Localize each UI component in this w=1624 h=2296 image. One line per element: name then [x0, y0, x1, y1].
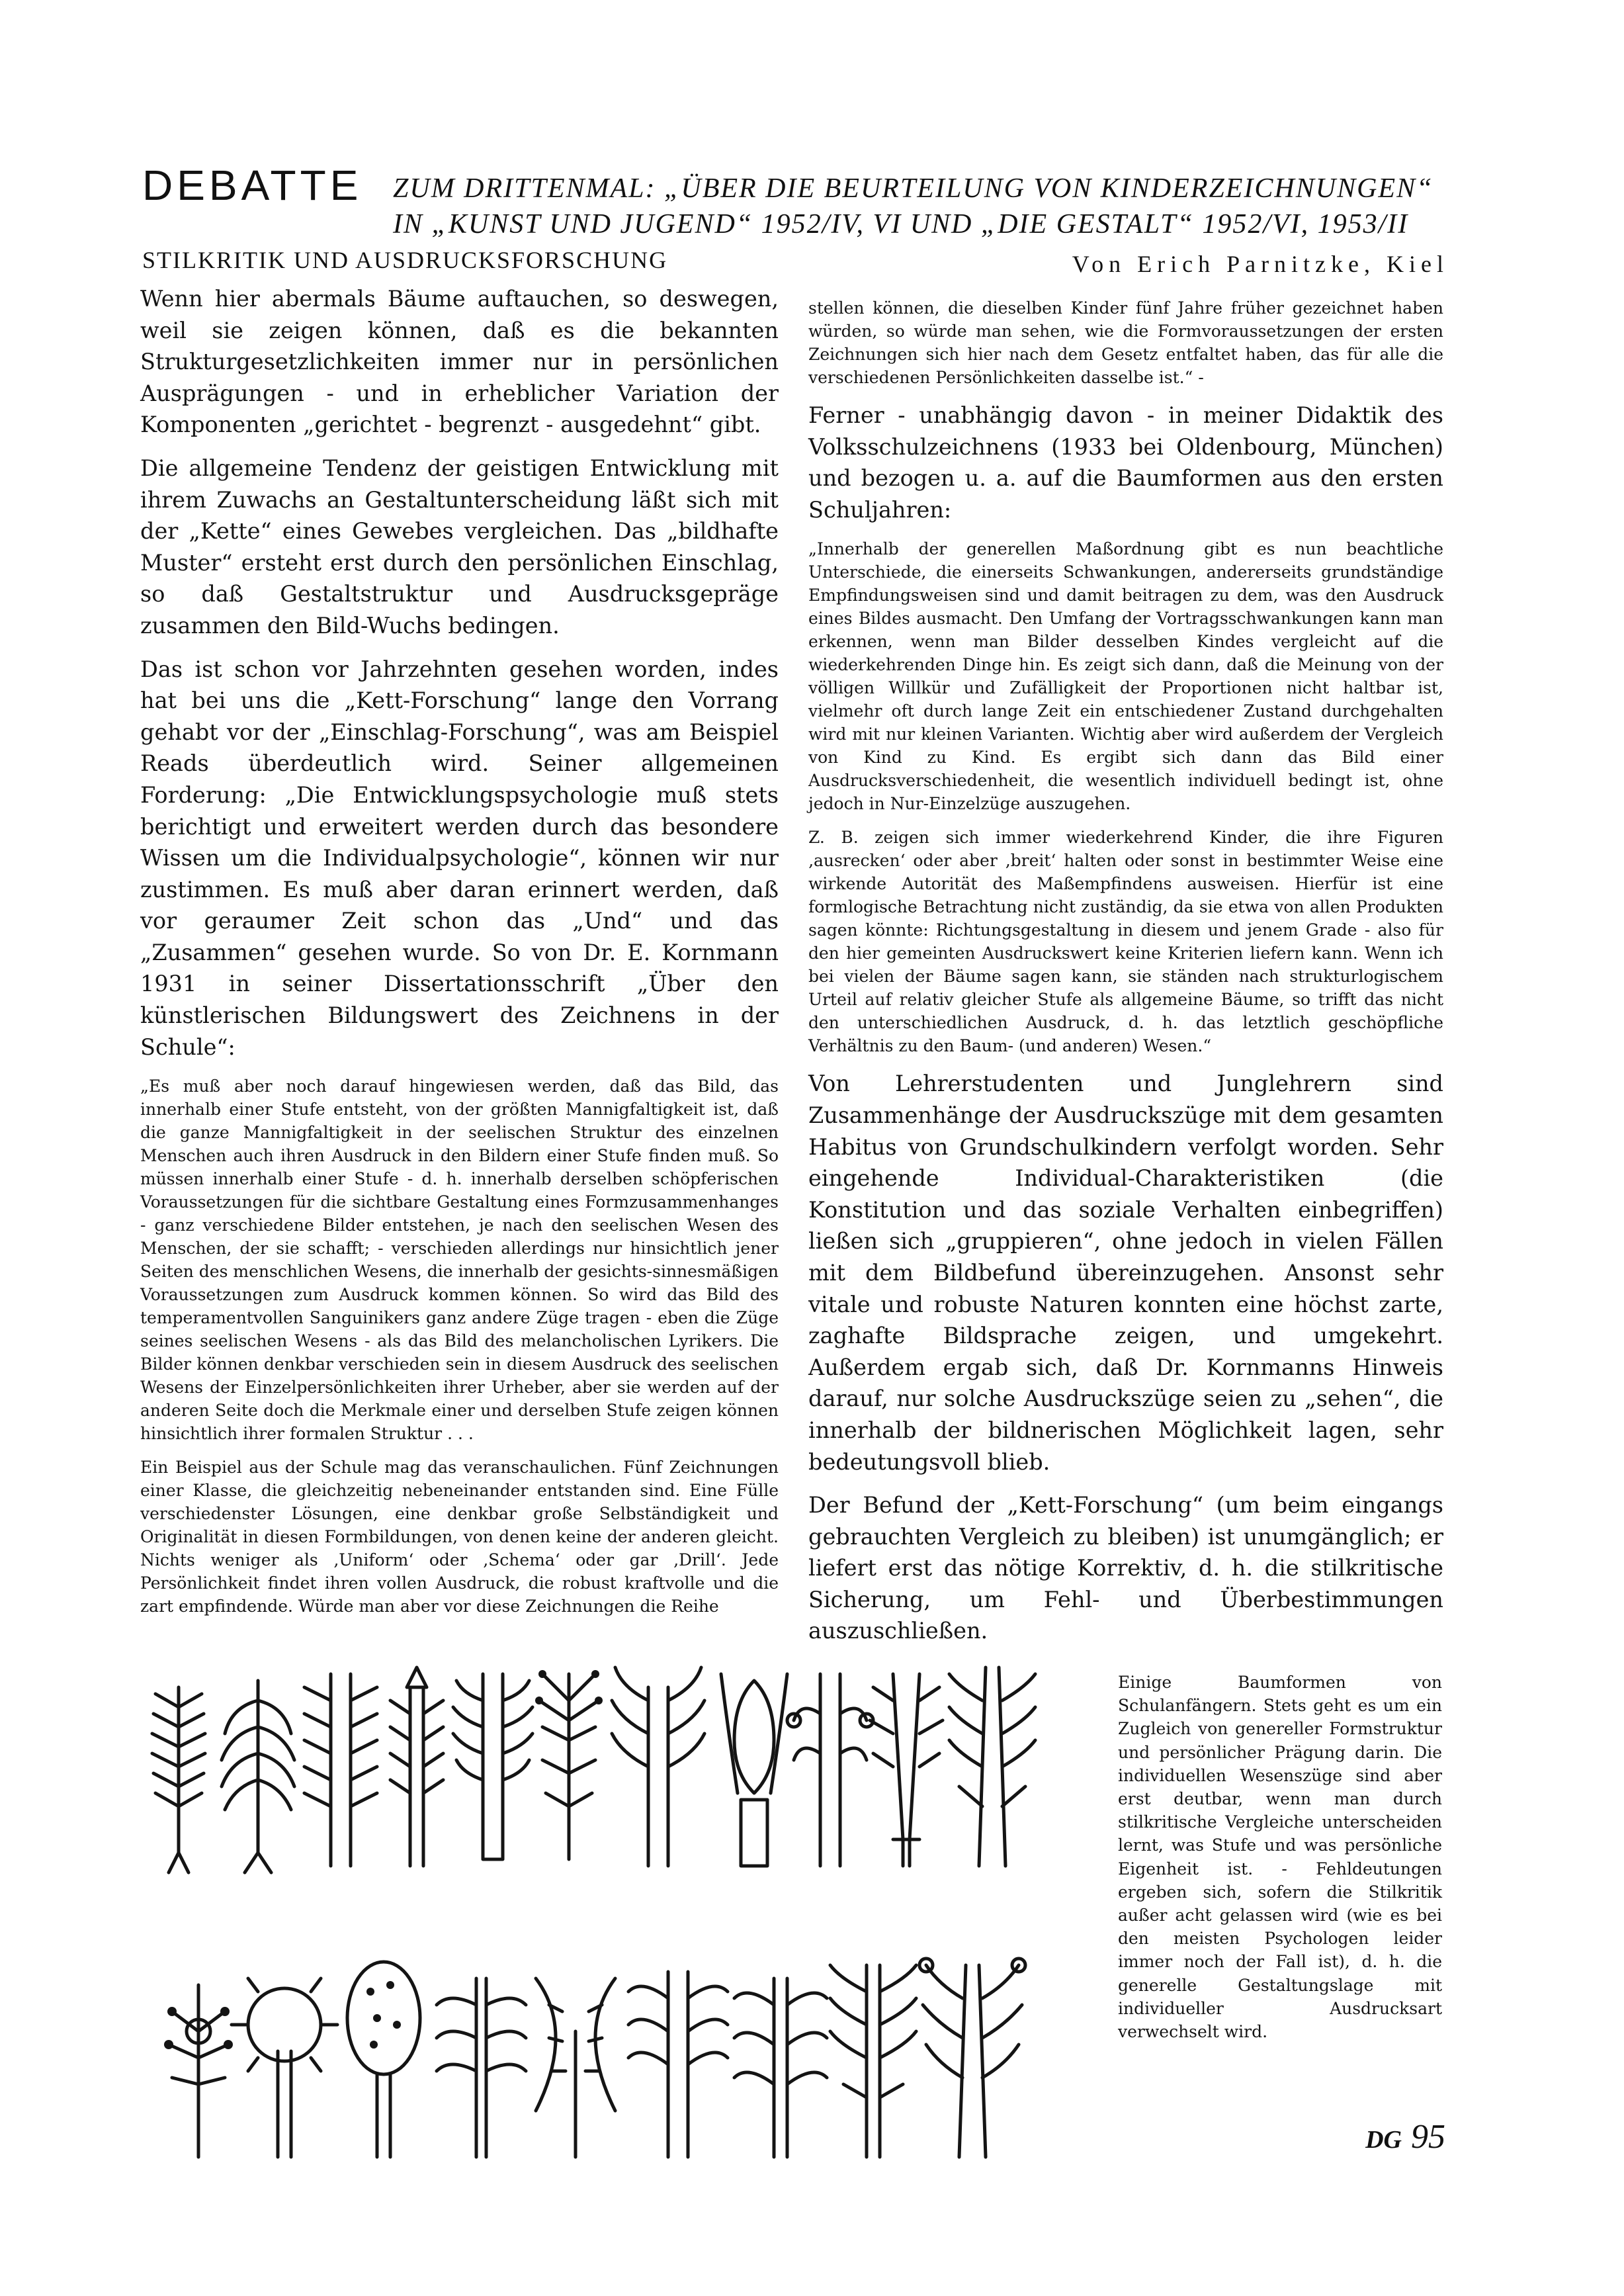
tree-drawing — [535, 1670, 603, 1859]
figure-caption: Einige Baumformen von Schulanfängern. Stets geht es um ein Zugleich von genereller Formstruktur und persönlicher Prägung darin. Die individuellen Wesenszüge sind aber erst deutbar, wenn man durch stilkritische Vergleiche unterscheiden lernt, was Stufe und was persönliche Eigenheit ist. - Fehldeutungen ergeben sich, sofern die Stilkritik außer acht gelassen wird (wie es bei den meisten Psychologen leider immer noch der Fall ist), d. h. die generelle Gestaltungslage mit individueller Ausdrucksart verwechselt wird. — [1118, 1673, 1442, 2042]
paragraph: Wenn hier abermals Bäume auftauchen, so deswegen, weil sie zeigen können, daß es die bekannten Strukturgesetzlichkeiten immer nur in persönlichen Ausprägungen - und in erheblicher Variation der Komponenten „gerichtet - begrenzt - ausgedehnt“ gibt. — [140, 286, 779, 438]
paragraph: Von Lehrerstudenten und Junglehrern sind Zusammenhänge der Ausdruckszüge mit dem gesamten Habitus von Grundschulkindern verfolgt worden. Sehr eingehende Individual-Charakteristiken (die Konstitution und das soziale Verhalten einbegriffen) ließen sich „gruppieren“, ohne jedoch in vielen Fällen mit dem Bildbefund übereinzugehen. Ansonst sehr vitale und robuste Naturen konnten eine höchst zarte, zaghafte Bildsprache zeigen, und umgekehrt. Außerdem ergab sich, daß Dr. Kornmanns Hinweis darauf, nur solche Ausdruckszüge seien zu „sehen“, die innerhalb der bildnerischen Möglichkeit lagen, sehr bedeutungsvoll blieb. — [808, 1071, 1443, 1475]
tree-drawing — [222, 1681, 294, 1873]
paragraph: Die allgemeine Tendenz der geistigen Entwicklung mit ihrem Zuwachs an Gestaltunterscheidung läßt sich mit der „Kette“ eines Gewebes vergleichen. Das „bildhafte Muster“ ersteht erst durch den persönlichen Einschlag, so daß Gestaltstruktur und Ausdrucksgepräge zusammen den Bild-Wuchs bedingen. — [140, 455, 779, 639]
tree-drawing — [734, 1978, 827, 2157]
journal-abbreviation: DG — [1365, 2126, 1402, 2154]
page-number: 95 — [1411, 2118, 1445, 2156]
headline-line-2: IN „KUNST UND JUGEND“ 1952/IV, VI UND „DIE GESTALT“ 1952/VI, 1953/II — [393, 209, 1409, 240]
paragraph: Ferner - unabhängig davon - in meiner Didaktik des Volksschulzeichnens (1933 bei Oldenbourg, München) und bezogen u. a. auf die Baumformen aus den ersten Schuljahren: — [808, 402, 1443, 523]
quotation: „Innerhalb der generellen Maßordnung gibt es nun beachtliche Unterschiede, die einerseits Schwankungen, andererseits grundständige Empfindungsweisen sind und damit beitragen zu dem, was den Ausdruck eines Bildes ausmacht. Den Umfang der Vortragsschwankungen kann man erkennen, wenn man Bilder desselben Kindes vergleicht auf die wiederkehrenden Dinge hin. Es zeigt sich dann, daß die Meinung von der völligen Willkür und Zufälligkeit der Proportionen nicht haltbar ist, vielmehr oft durch lange Zeit ein entschiedener Zustand durchgehalten wird mit nur kleinen Varianten. Wichtig aber wird außerdem der Vergleich von Kind zu Kind. Es ergibt sich dann das Bild einer Ausdrucksverschiedenheit, die wesentlich individuell bedingt ist, ohne jedoch in Nur-Einzelzüge auszugehen. — [808, 539, 1443, 814]
tree-drawing — [453, 1674, 533, 1859]
tree-drawing — [870, 1674, 943, 1866]
tree-drawing — [347, 1962, 420, 2157]
section-label: DEBATTE — [142, 161, 363, 209]
article-headline — [393, 171, 1451, 242]
right-column — [808, 296, 1443, 1659]
tree-drawing — [152, 1687, 205, 1873]
tree-drawing — [612, 1667, 705, 1866]
quotation: stellen können, die dieselben Kinder fünf Jahre früher gezeichnet haben würden, so würde man sehen, wie die Formvoraussetzungen der ersten Zeichnungen sich hier nach dem Gesetz entfaltet haben, das für alle die verschiedenen Persönlichkeiten dasselbe ist.“ - — [808, 298, 1443, 387]
tree-drawing — [830, 1965, 916, 2157]
tree-drawing — [536, 1978, 615, 2157]
tree-drawings-illustration — [139, 1661, 1085, 2190]
left-column — [140, 283, 779, 1628]
paragraph: Das ist schon vor Jahrzehnten gesehen worden, indes hat bei uns die „Kett-Forschung“ lange den Vorrang gehabt vor der „Einschlag-Forschung“, was am Beispiel Reads überdeutlich wird. Seiner allgemeinen Forderung: „Die Entwicklungspsychologie muß stets berichtigt und erweitert werden durch das besondere Wissen um die Individualpsychologie“, können wir nur zustimmen. Es muß aber daran erinnert werden, daß vor geraumer Zeit schon das „Und“ und das „Zusammen“ gesehen wurde. So von Dr. E. Kornmann 1931 in seiner Dissertationsschrift „Über den künstlerischen Bildungswert des Zeichnens in der Schule“: — [140, 656, 779, 1060]
tree-drawing — [787, 1674, 873, 1866]
tree-drawing — [919, 1959, 1025, 2157]
page-footer — [1365, 2117, 1445, 2156]
tree-drawing — [164, 1985, 233, 2157]
tree-drawings-figure — [139, 1661, 1085, 2190]
headline-line-1: ZUM DRITTENMAL: „ÜBER DIE BEURTEILUNG VON KINDERZEICHNUNGEN“ — [393, 173, 1433, 204]
quotation: „Es muß aber noch darauf hingewiesen werden, daß das Bild, das innerhalb einer Stufe entsteht, von der größten Mannigfaltigkeit ist, daß die ganze Mannigfaltigkeit in der seelischen Struktur des einzelnen Menschen auch ihren Ausdruck in den Bildern einer Stufe finden muß. So müssen innerhalb einer Stufe - d. h. innerhalb derselben schöpferischen Voraussetzungen für die sichtbare Gestaltung eines Formzusammenhanges - ganz verschiedene Bilder entstehen, je nach den seelischen Wesen des Menschen, der sie schafft; - verschieden allerdings nur hinsichtlich jener Seiten des menschlichen Wesens, die innerhalb der gesichts-sinnesmäßigen Voraussetzungen zum Ausdruck kommen können. So wird das Bild des temperamentvollen Sanguinikers ganz andere Züge tragen - eben die Züge seines seelischen Wesens - als das Bild des melancholischen Lyrikers. Die Bilder können denkbar verschieden sein in diesem Ausdruck des seelischen Wesens der Einzelpersönlichkeiten ihrer Urheber, aber sie werden auf der anderen Seite doch die Merkmale einer und derselben Stufe zeigen können hinsichtlich ihrer formalen Struktur . . . — [140, 1077, 779, 1444]
tree-drawing — [232, 1978, 337, 2157]
tree-drawing — [304, 1674, 377, 1866]
paragraph: Der Befund der „Kett-Forschung“ (um beim eingangs gebrauchten Vergleich zu bleiben) ist unumgänglich; er liefert erst das nötige Korrektiv, d. h. die stilkritische Sicherung, um Fehl- und Überbestimmungen auszuschließen. — [808, 1492, 1443, 1644]
author-byline: Von Erich Parnitzke, Kiel — [1072, 251, 1449, 277]
quotation: Z. B. zeigen sich immer wiederkehrend Kinder, die ihre Figuren ‚ausrecken‘ oder aber ‚breit‘ halten oder sonst in bestimmter Weise eine wirkende Autorität des Maßempfindens ausweisen. Hierfür ist eine formlogische Betrachtung nicht zuständig, da sie etwa von allen Produkten sagen könnte: Richtungsgestaltung in diesem und jenem Grade - also für den hier gemeinten Ausdruckswert keine Kriterien liefern kann. Wenn ich bei vielen der Bäume sagen kann, sie ständen nach strukturlogischem Urteil auf relativ gleicher Stufe als allgemeine Bäume, so trifft das nicht den unterschiedlichen Ausdruck, d. h. das letztlich geschöpfliche Verhältnis zu den Baum- (und anderen) Wesen.“ — [808, 828, 1443, 1056]
tree-drawing — [437, 1978, 526, 2157]
tree-drawing — [628, 1972, 728, 2157]
tree-drawing — [390, 1667, 443, 1866]
quotation: Ein Beispiel aus der Schule mag das veranschaulichen. Fünf Zeichnungen einer Klasse, die gleichzeitig nebeneinander entstanden sind. Eine Fülle verschiedenster Lösungen, eine denkbar große Selbständigkeit und Originalität in diesen Formbildungen, von denen keine der anderen gleicht. Nichts weniger als ‚Uniform‘ oder ‚Schema‘ oder gar ‚Drill‘. Jede Persönlichkeit findet ihren vollen Ausdruck, die robust kraftvolle und die zart empfindende. Würde man aber vor diese Zeichnungen die Reihe — [140, 1458, 779, 1616]
tree-drawing — [949, 1667, 1035, 1866]
tree-drawing — [721, 1674, 787, 1866]
article-subheading: STILKRITIK UND AUSDRUCKSFORSCHUNG — [142, 247, 668, 273]
